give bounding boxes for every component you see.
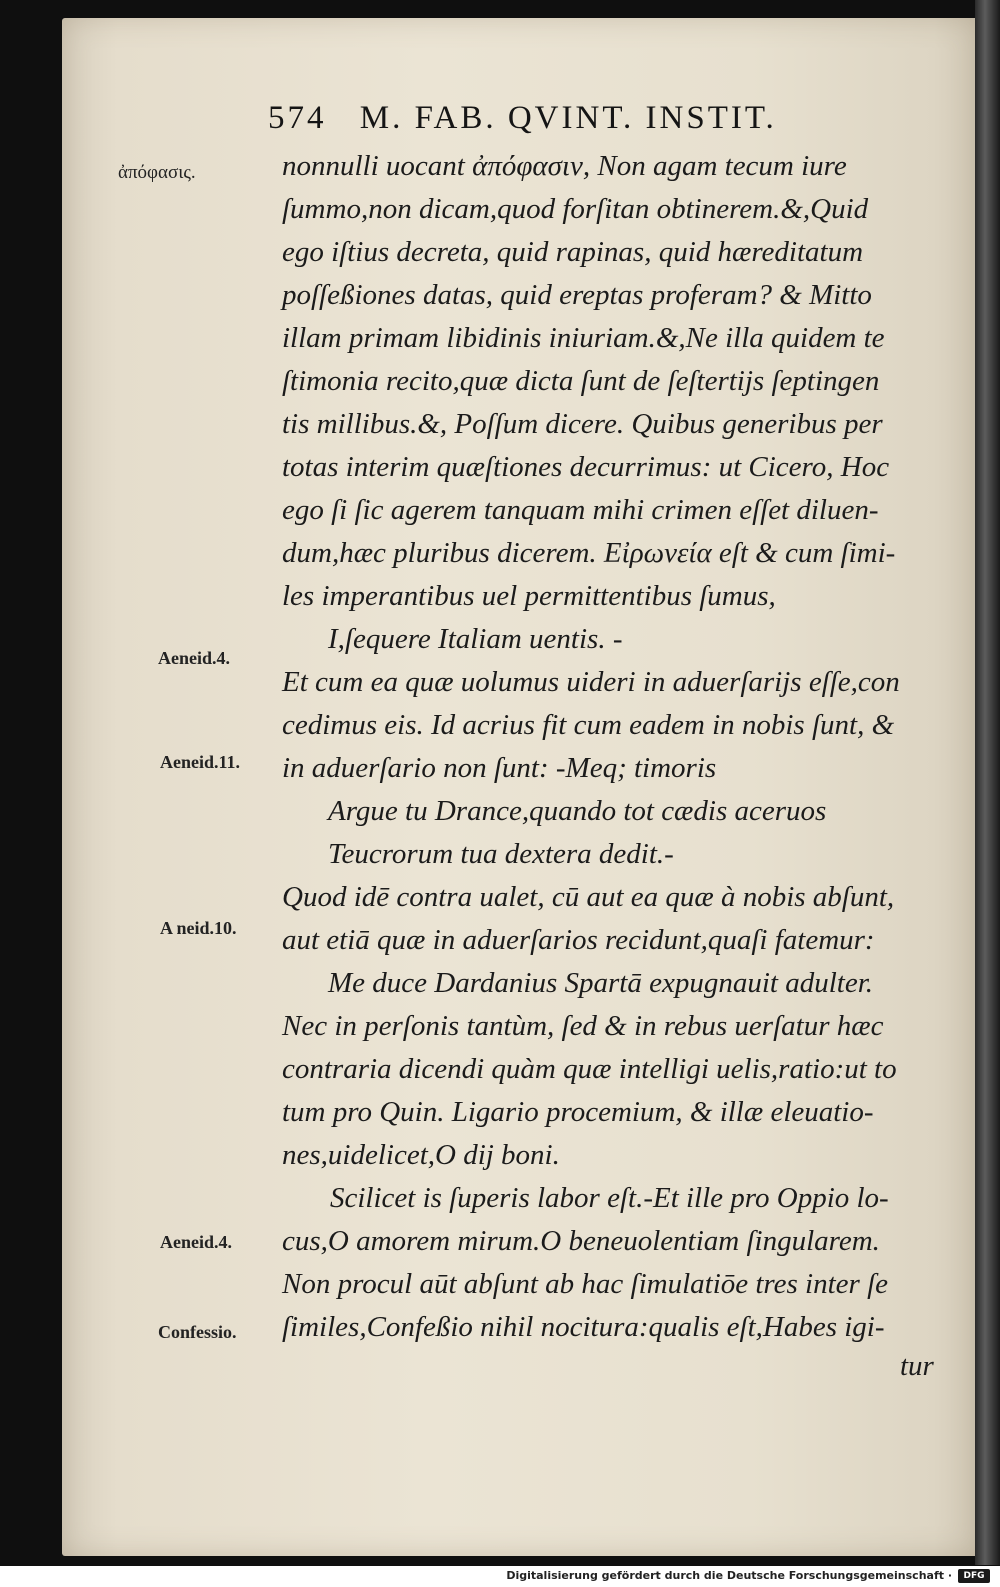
text-line: tis millibus.&, Poſſum dicere. Quibus generibus per	[282, 408, 883, 440]
text-line: totas interim quæſtiones decurrimus: ut Cicero, Hoc	[282, 451, 890, 483]
text-line: Quod idē contra ualet, cū aut ea quæ à nobis abſunt,	[282, 881, 895, 913]
verse-line: Argue tu Drance,quando tot cædis aceruos	[328, 795, 827, 827]
text-line: poſſeßiones datas, quid ereptas proferam? & Mitto	[282, 279, 872, 311]
margin-note-aeneid-11: Aeneid.11.	[160, 752, 241, 772]
text-line: Et cum ea quæ uolumus uideri in aduerſarijs eſſe,con	[282, 666, 900, 698]
book-spine-edge	[975, 0, 1000, 1565]
verse-line: Teucrorum tua dextera dedit.-	[328, 838, 674, 870]
text-line: nonnulli uocant ἀπόφασιν, Non agam tecum iure	[282, 150, 847, 182]
verse-line: I,ſequere Italiam uentis. -	[328, 623, 623, 655]
dfg-logo: DFG	[958, 1569, 990, 1583]
text-line: ego iſtius decreta, quid rapinas, quid hæreditatum	[282, 236, 864, 268]
margin-note-confessio: Confessio.	[158, 1322, 237, 1342]
margin-note-aeneid-4b: Aeneid.4.	[160, 1232, 232, 1252]
margin-note-aeneid-4a: Aeneid.4.	[158, 648, 230, 668]
text-line: aut etiā quæ in aduerſarios recidunt,quaſi fatemur:	[282, 924, 875, 956]
verse-line: Scilicet is ſuperis labor eſt.-Et ille pro Oppio lo-	[330, 1182, 889, 1214]
text-line: ſummo,non dicam,quod forſitan obtinerem.&,Quid	[282, 193, 869, 225]
footer-credit: Digitalisierung gefördert durch die Deutsche Forschungsgemeinschaft ·	[506, 1569, 952, 1582]
text-line: in aduerſario non ſunt: -Meq; timoris	[282, 752, 717, 784]
page-number: 574	[268, 100, 327, 136]
running-title: M. FAB. QVINT. INSTIT.	[359, 100, 777, 136]
text-line: illam primam libidinis iniuriam.&,Ne illa quidem te	[282, 322, 885, 354]
text-line: nes,uidelicet,O dij boni.	[282, 1139, 560, 1171]
text-line: cus,O amorem mirum.O beneuolentiam ſingularem.	[282, 1225, 880, 1257]
text-line: dum,hæc pluribus dicerem. Εἰρωνεία eſt & cum ſimi-	[282, 537, 896, 569]
catchword: tur	[900, 1350, 934, 1382]
text-line: ego ſi ſic agerem tanquam mihi crimen eſſet diluen-	[282, 494, 879, 526]
text-line: ſtimonia recito,quæ dicta ſunt de ſeſtertijs ſeptingen	[282, 365, 880, 397]
text-line: Non procul aūt abſunt ab hac ſimulatiōe tres inter ſe	[282, 1268, 888, 1300]
verse-line: Me duce Dardanius Spartā expugnauit adulter.	[328, 967, 874, 999]
margin-note-aeneid-10: A neid.10.	[160, 918, 237, 938]
running-header	[268, 100, 908, 150]
text-line: les imperantibus uel permittentibus ſumus,	[282, 580, 776, 612]
digitization-footer	[0, 1566, 1000, 1587]
text-line: Nec in perſonis tantùm, ſed & in rebus uerſatur hæc	[282, 1010, 884, 1042]
text-line: ſimiles,Confeßio nihil nocitura:qualis eſt,Habes igi-	[282, 1311, 885, 1343]
text-line: cedimus eis. Id acrius fit cum eadem in nobis ſunt, &	[282, 709, 895, 741]
margin-note-apophasis: ἀπόφασις.	[118, 162, 196, 183]
text-line: contraria dicendi quàm quæ intelligi uelis,ratio:ut to	[282, 1053, 897, 1085]
text-line: tum pro Quin. Ligario procemium, & illæ eleuatio-	[282, 1096, 874, 1128]
